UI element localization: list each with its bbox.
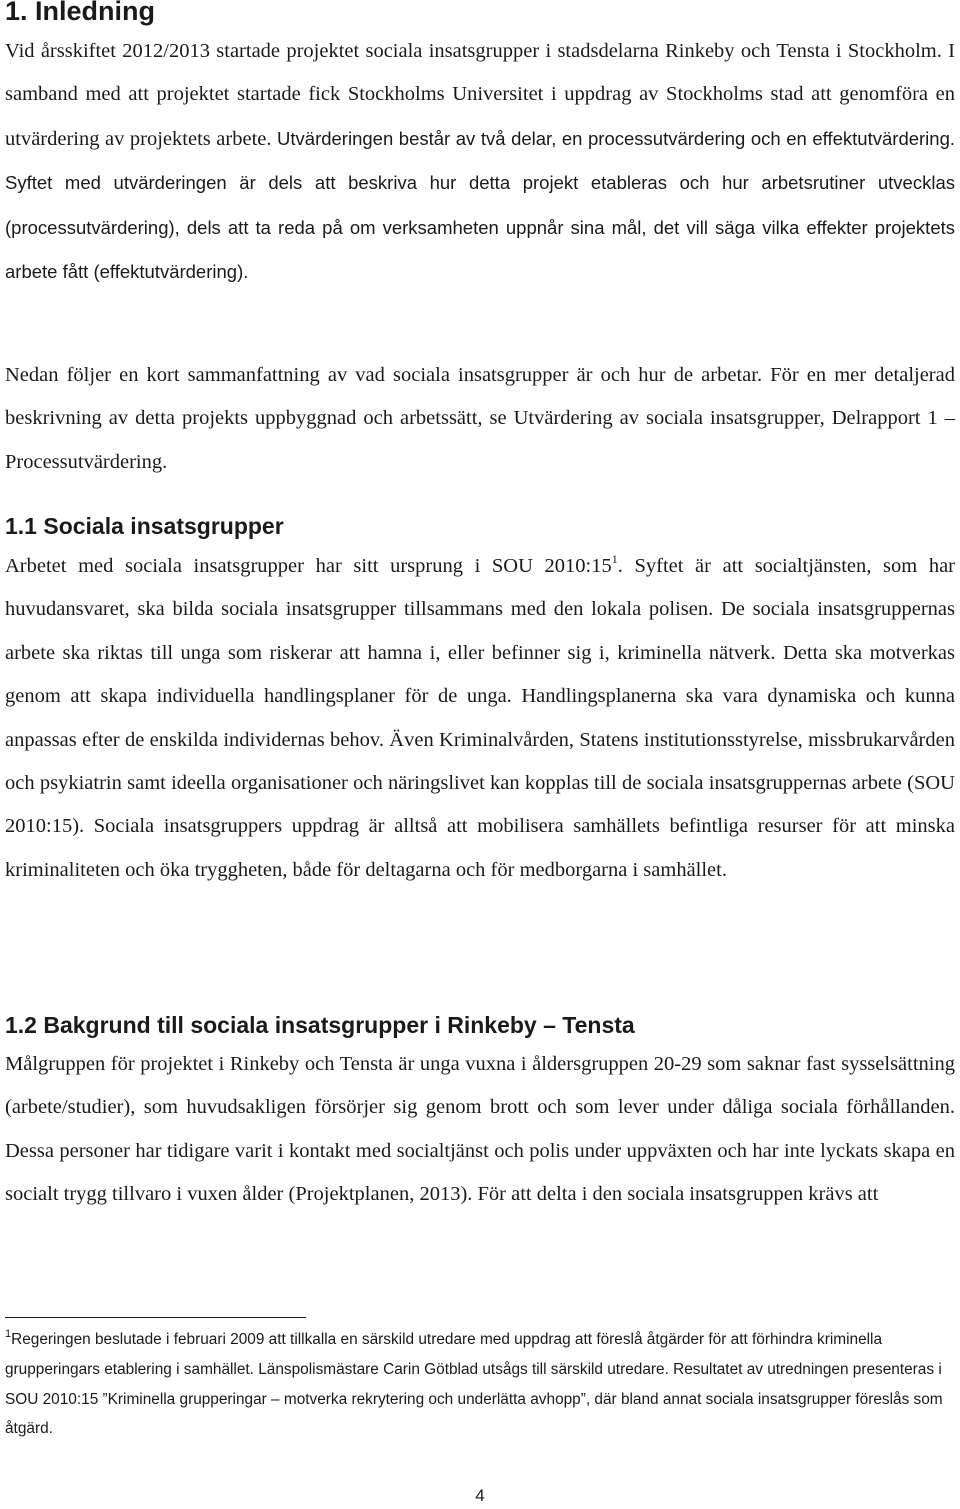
heading-sociala-insatsgrupper: 1.1 Sociala insatsgrupper xyxy=(5,513,284,539)
footnote-reference[interactable]: 1 xyxy=(611,552,618,566)
footnote-marker: 1 xyxy=(5,1328,12,1340)
heading-inledning: 1. Inledning xyxy=(5,0,156,26)
page-number: 4 xyxy=(475,1486,485,1505)
section-1-2-paragraph: Målgruppen för projektet i Rinkeby och Tensta är unga vuxna i åldersgruppen 20-29 som saknar fast sysselsättning (arbete/studier), som huvudsakligen försörjer sig genom brott och som lever under dåliga sociala förhållanden. Dessa personer har tidigare varit i kontakt med socialtjänst och polis under uppväxten och har inte lyckats skapa en socialt trygg tillvaro i vuxen ålder (Projektplanen, 2013). För att delta i den sociala insatsgruppen krävs att xyxy=(5,1053,955,1206)
section-1-1-text-a: Arbetet med sociala insatsgrupper har sitt ursprung i SOU 2010:15 xyxy=(5,555,612,577)
intro-text-serif: Vid årsskiftet 2012/2013 startade projektet sociala insatsgrupper i stadsdelarna Rinkeby och Tensta i Stockholm. I samband med att projektet startade fick Stockholms Universitet i uppdrag av Stockholms stad att genomföra en utvärdering av projektets arbete. xyxy=(5,40,955,150)
footnote-text: Regeringen beslutade i februari 2009 att tillkalla en särskild utredare med uppdrag att föreslå åtgärder för att förhindra kriminella grupperingars etablering i samhället. Länspolismästare Carin Götblad utsågs till särskild utredare. Resultatet av utredningen presenteras i SOU 2010:15 ”Kriminella grupperingar – motverka rekrytering och underlätta avhopp”, där bland annat sociala insatsgrupper föreslås som åtgärd. xyxy=(5,1331,943,1438)
section-1-1-paragraph xyxy=(5,545,955,892)
intro-paragraph-1 xyxy=(5,30,955,294)
footnote xyxy=(5,1325,955,1444)
heading-bakgrund: 1.2 Bakgrund till sociala insatsgrupper i Rinkeby – Tensta xyxy=(5,1012,635,1038)
section-1-1-text-b: . Syftet är att socialtjänsten, som har huvudansvaret, ska bilda sociala insatsgrupper tillsammans med den lokala polisen. De sociala insatsgruppernas arbete ska riktas till unga som riskerar att hamna i, eller befinner sig i, kriminella nätverk. Detta ska motverkas genom att skapa individuella handlingsplaner för de unga. Handlingsplanerna ska vara dynamiska och kunna anpassas efter de enskilda individernas behov. Även Kriminalvården, Statens institutionsstyrelse, missbrukarvården och psykiatrin samt ideella organisationer och näringslivet kan kopplas till de sociala insatsgruppernas arbete (SOU 2010:15). Sociala insatsgruppers uppdrag är alltså att mobilisera samhällets befintliga resurser för att minska kriminaliteten och öka tryggheten, både för deltagarna och för medborgarna i samhället. xyxy=(5,555,955,881)
footnote-separator xyxy=(5,1317,306,1318)
intro-text-sans: Utvärderingen består av två delar, en processutvärdering och en effektutvärdering. Syftet med utvärderingen är dels att beskriva hur detta projekt etableras och hur arbetsrutiner utvecklas (processutvärdering), dels att ta reda på om verksamheten uppnår sina mål, det vill säga vilka effekter projektets arbete fått (effektutvärdering). xyxy=(5,127,956,283)
intro-paragraph-2: Nedan följer en kort sammanfattning av vad sociala insatsgrupper är och hur de arbetar. För en mer detaljerad beskrivning av detta projekts uppbyggnad och arbetssätt, se Utvärdering av sociala insatsgrupper, Delrapport 1 – Processutvärdering. xyxy=(5,364,955,473)
